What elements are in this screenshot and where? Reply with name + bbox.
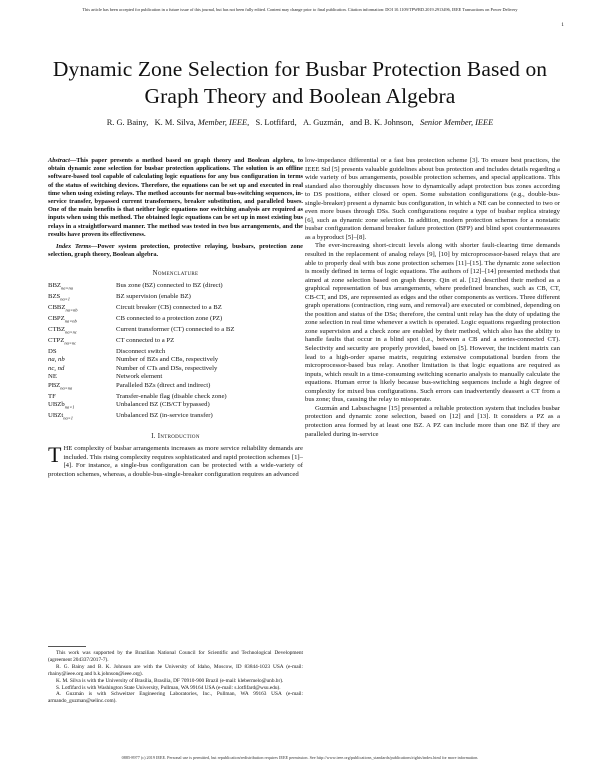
nomenclature-symbol xyxy=(48,401,116,412)
nomenclature-row xyxy=(48,365,303,374)
index-terms-text: —Power system protection, protective relaying, busbars, protection zone selection, graph theory, Boolean algebra. xyxy=(48,243,303,259)
symbol-subscript: na×1 xyxy=(60,296,71,302)
footnote-rule xyxy=(48,646,86,647)
footnote: K. M. Silva is with the University of Brasília, Brasília, DF 70910-900 Brazil (e-mail: klebermelo@unb.br). xyxy=(56,677,284,684)
nomenclature-description: Current transformer (CT) connected to a BZ xyxy=(116,325,235,333)
nomenclature-row xyxy=(48,412,303,423)
body-paragraph: The ever-increasing short-circuit levels along with shorter fault-clearing time demands resulted in the replacement of analog relays [9], [10] by microprocessor-based relays that are able to properly deal with bus zone protection schemes [11]–[15]. The dynamic zone selection is mostly defined in terms of logic equations. The authors of [12]–[14] presented methods that aimed at zone selection based on graph theory. Qin et al. [12] described their method as a graphical representation of bus arrangements, where predefined branches, such as CB, CT, CB-CT, and DS, are represented as edges and the other components as vertices. Three different graph operations (contraction, ring sum, and removal) are executed or combined, depending on the position and status of the DSs; therefore, the central unit relay has the duty of updating the zone selection in real time whenever a switch is operated. Logic equations regarding protection zone supervision and a check zone are enabled by their method, which also has the ability to handle faults that occur in a blind spot (i.e., between a CB and a series-connected CT). Selectivity and security are properly provided, based on [5]. However, the incident matrix can lead to a high-order sparse matrix, requiring extensive computational burden from the microprocessor-based bus relay. Another limitation is that logic equations are required as inputs, which result in a time-consuming switching scenario analysis to manually calculate the equations. Human error is likely because bus-switching sequences include a high degree of complexity for mixed bus configurations. Such errors can inadvertently deassert a CT from a bus zone; thus, causing the relay to misoperate. xyxy=(305,242,560,404)
nomenclature-description: Network element xyxy=(116,373,163,381)
author: and B. K. Johnson, xyxy=(349,118,414,127)
footnote: R. G. Bainy and B. K. Johnson are with the University of Idaho, Moscow, ID 83844-1023 USA (e-mail: rbainy@ieee.org and b.k.johnson@ieee.org). xyxy=(48,663,303,677)
author-role: Senior Member, IEEE xyxy=(420,118,494,127)
left-column xyxy=(48,157,303,479)
nomenclature-row xyxy=(48,382,303,393)
nomenclature-description: Paralleled BZs (direct and indirect) xyxy=(116,381,211,389)
symbol-base: BZS xyxy=(48,293,61,301)
nomenclature-list xyxy=(48,282,303,423)
page-number: 1 xyxy=(561,22,564,28)
nomenclature-symbol xyxy=(48,412,116,423)
nomenclature-symbol xyxy=(48,365,116,374)
nomenclature-description: CB connected to a protection zone (PZ) xyxy=(116,315,223,323)
footnotes xyxy=(48,650,303,705)
symbol-subscript: na×na xyxy=(61,285,74,291)
index-terms xyxy=(48,243,303,259)
footnote: A. Guzmán is with Schweitzer Engineering Laboratories, Inc., Pullman, WA 99163 USA (e-mail: armando_guzman@selinc.com). xyxy=(48,691,303,705)
nomenclature-symbol xyxy=(48,282,116,293)
footnote: This work was supported by the Brazilian National Council for Scientific and Technological Development (agreement 204337/2017-7). xyxy=(48,650,303,663)
intro-text: HE complexity of busbar arrangements increases as more service reliability demands are included. This rising complexity requires sophisticated and rapid protection schemes [1]–[4]. For instance, a single-bus configuration can be protected with a wide-variety of protection schemes, whereas, a double-bus-single-breaker configuration requires an advanced xyxy=(48,445,303,478)
nomenclature-row xyxy=(48,304,303,315)
symbol-base: CTPZ xyxy=(48,336,65,344)
paper-title: Dynamic Zone Selection for Busbar Protection Based on Graph Theory and Boolean Algebra xyxy=(52,57,548,108)
symbol-base: CTBZ xyxy=(48,325,66,333)
symbol-base: UBZt xyxy=(48,412,64,420)
intro-heading: I. Introduction xyxy=(151,433,200,441)
nomenclature-symbol xyxy=(48,382,116,393)
symbol-base: TF xyxy=(48,392,56,400)
nomenclature-symbol xyxy=(48,326,116,337)
symbol-subscript: na×1 xyxy=(63,415,74,421)
nomenclature-symbol xyxy=(48,348,116,357)
symbol-base: DS xyxy=(48,347,57,355)
symbol-base: BBZ xyxy=(48,282,62,290)
nomenclature-symbol xyxy=(48,373,116,382)
index-terms-label: Index Terms xyxy=(56,243,91,251)
right-column xyxy=(305,157,560,439)
nomenclature-symbol xyxy=(48,315,116,326)
symbol-base: na, nb xyxy=(48,356,65,364)
author: S. Lotfifard, xyxy=(255,118,297,127)
symbol-subscript: na×nb xyxy=(64,318,77,324)
nomenclature-symbol xyxy=(48,337,116,348)
symbol-base: nc, nd xyxy=(48,364,65,372)
nomenclature-row xyxy=(48,282,303,293)
abstract xyxy=(48,157,303,239)
nomenclature-row xyxy=(48,393,303,402)
symbol-subscript: na×nc xyxy=(65,329,77,335)
nomenclature-row xyxy=(48,326,303,337)
body-paragraph: Guzmán and Labuschagne [15] presented a reliable protection system that includes busbar protection and dynamic zone selection, based on [12] and [13]. It considers a PZ as a protection area formed by at least one BZ. A PZ can include more than one BZ if they are paralleled during in-service xyxy=(305,404,560,438)
symbol-base: UBZb xyxy=(48,401,65,409)
symbol-base: PBZ xyxy=(48,381,61,389)
footnote: S. Lotfifard is with Washington State University, Pullman, WA 99164 USA (e-mail: s.lotfifard@wsu.edu). xyxy=(56,684,281,691)
drop-cap: T xyxy=(48,442,62,468)
nomenclature-description: CT connected to a PZ xyxy=(116,336,175,344)
author-role: Member, IEEE, xyxy=(197,118,250,127)
nomenclature-symbol xyxy=(48,356,116,365)
nomenclature-symbol xyxy=(48,293,116,304)
copyright-footer: 0885-8977 (c) 2019 IEEE. Personal use is permitted, but republication/redistribution requires IEEE permission. See http://www.ieee.org/publications_standards/publications/rights/index.html for more information. xyxy=(121,755,479,760)
nomenclature-description: Bus zone (BZ) connected to BZ (direct) xyxy=(116,282,223,290)
nomenclature-row xyxy=(48,315,303,326)
nomenclature-description: BZ supervision (enable BZ) xyxy=(116,293,191,301)
author: K. M. Silva, xyxy=(154,118,196,127)
author: R. G. Bainy, xyxy=(106,118,149,127)
author-list xyxy=(30,118,570,127)
nomenclature-description: Unbalanced BZ (in-service transfer) xyxy=(116,412,213,420)
nomenclature-description: Transfer-enable flag (disable check zone) xyxy=(116,392,227,400)
symbol-subscript: na×nb xyxy=(65,307,78,313)
intro-paragraph xyxy=(48,442,303,479)
abstract-text: —This paper presents a method based on graph theory and Boolean algebra, to obtain dynamic zone selection for busbar protection applications. The solution is an offline software-based tool capable of calculating logic equations for any bus configuration in terms of the status of switching devices. Therefore, the equations can be set up and executed in real time when using existing relays. The method accounts for normal bus-switching sequences, in-service transfer, bypassed current transformers, breaker substitution, and paralleled buses. One of the main benefits is that neither logic equations nor switching analysis are required as inputs when using this method. The obtained logic equations can be set up in most existing bus relays in a straightforward manner. The method was tested in two bus arrangements, and the results have proven its effectiveness. xyxy=(48,157,303,238)
nomenclature-row xyxy=(48,356,303,365)
nomenclature-row xyxy=(48,337,303,348)
nomenclature-row xyxy=(48,293,303,304)
nomenclature-description: Disconnect switch xyxy=(116,347,166,355)
nomenclature-row xyxy=(48,401,303,412)
nomenclature-description: Unbalanced BZ (CB/CT bypassed) xyxy=(116,401,210,409)
symbol-base: CBBZ xyxy=(48,304,66,312)
journal-banner: This article has been accepted for publication in a future issue of this journal, but has not been fully edited. Content may change prior to final publication. Citation information: DOI 10.1109/TPWRD.2019.2913496, IEEE Transactions on Power Delivery xyxy=(82,7,518,12)
nomenclature-heading: Nomenclature xyxy=(152,270,199,278)
symbol-subscript: na×na xyxy=(60,385,73,391)
body-paragraph: low-impedance differential or a fast bus protection scheme [3]. To ensure best practices, the IEEE Std [5] presents valuable guidelines about bus protection and includes details regarding a wide variety of bus arrangements, possible protection schemes, and special applications. This standard also thoroughly discusses how to dynamically adapt protection bus zones according to DS positions, either closed or open. Some substation configurations (e.g., double-bus-single-breaker) present a dynamic bus configuration, in which a NE can be connected to two or even more buses through DSs. Such configurations require a type of busbar replica strategy [6], such as dynamic zone selection. In addition, modern protection schemes for a nonstatic busbar configuration demand breaker failure protection (BFP) and blind spot countermeasures as a byproduct [5]–[8]. xyxy=(305,157,560,241)
nomenclature-row xyxy=(48,348,303,357)
symbol-base: NE xyxy=(48,373,57,381)
symbol-subscript: na×nc xyxy=(64,340,77,346)
author: A. Guzmán, xyxy=(303,118,344,127)
nomenclature-symbol xyxy=(48,393,116,402)
symbol-subscript: na×1 xyxy=(64,404,75,410)
nomenclature-description: Number of BZs and CBs, respectively xyxy=(116,356,219,364)
abstract-label: Abstract xyxy=(48,157,70,164)
nomenclature-row xyxy=(48,373,303,382)
nomenclature-symbol xyxy=(48,304,116,315)
nomenclature-description: Circuit breaker (CB) connected to a BZ xyxy=(116,304,222,312)
symbol-base: CBPZ xyxy=(48,315,65,323)
nomenclature-description: Number of CTs and DSs, respectively xyxy=(116,364,218,372)
